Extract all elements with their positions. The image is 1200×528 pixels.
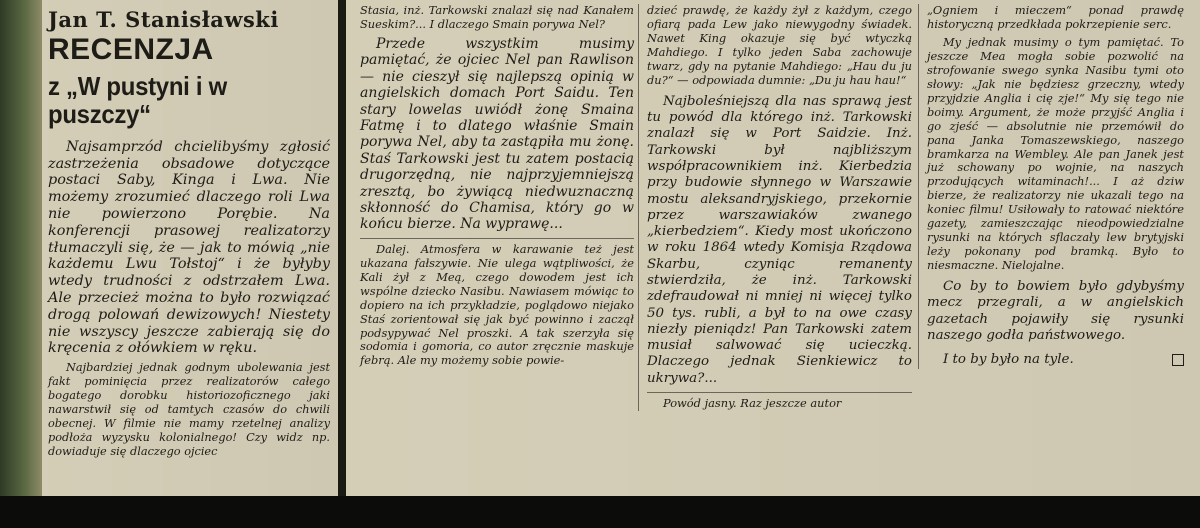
col1-lead-text: Przede wszystkim musimy pamiętać, że ojciec Nel pan Rawlison — nie cieszył się najlepszą opinią w angielskich domach Port Saidu. Ten stary lowelas uwiódł żonę Smaina Fatmę i to dlatego właśnie Smain porywa Nel, aby ta zastąpiła mu żonę. Staś Tarkowski jest tu zatem postacią drugorzędną, nie najprzyjemniejszą zresztą, bo żywiącą niedwuznaczną skłonność do Chamisa, który go w końcu bierze. Na wyprawę... [360, 35, 634, 233]
end-mark-square-icon [1172, 354, 1184, 366]
col1-top-text: Stasia, inż. Tarkowski znalazł się nad Kanałem Sueskim?... I dlaczego Smain porywa Nel? [360, 3, 634, 31]
author-name: Jan T. Stanisławski [48, 7, 279, 32]
lead-paragraph: Najsamprzód chcielibyśmy zgłosić zastrzeżenia obsadowe dotyczące postaci Saby, Kinga i Lwa. Nie możemy zrozumieć dlaczego roli Lwa nie powierzono Porębie. Na konferencji prasowej realizatorzy tłumaczyli się, że — jak to mówią „nie każdemu Lwu Tołstoj“ i że byłyby wtedy trudności z odstrzałem Lwa. Ale przecież można to było rozwiązać drogą polowań dewizowych! Niestety nie wszyscy jeszcze zabierają się do kręcenia z ołówkiem w ręku. [48, 138, 330, 357]
col1-small-text: Dalej. Atmosfera w karawanie też jest ukazana fałszywie. Nie ulega wątpliwości, że Kali żył z Meą, czego dowodem jest ich wspólne dziecko Nasibu. Nawiasem mówiąc to dopiero na ich przykładzie, poglądowo niejako Staś zorientował się jak być powinno i zaczął podsypywać Nel proszki. A tak szerzyła się sodomia i gomoria, co autor zręcznie maskuje febrą. Ale my możemy sobie powie- [360, 241, 634, 368]
col1-divider [360, 238, 634, 239]
col3-small-text: My jednak musimy o tym pamiętać. To jeszcze Mea mogła sobie pozwolić na strofowanie swego synka Nasibu tymi oto słowy: „Jak nie będziesz grzeczny, wtedy przyjdzie Anglia i cię zje!“ My się tego nie boimy. Argument, że może przyjść Anglia i go zjeść — absolutnie nie przemówił do pana Janka Tomaszewskiego, naszego bramkarza na Wembley. Ale pan Janek jest już schowany po wojnie, na naszych przodujących witaminach!... I aż dziw bierze, że realizatorzy nie ukazali tego na koniec filmu! Usiłowały to ratować niektóre gazety, zamieszczając nieodpowiedzialne rysunki na których sflaczały lew brytyjski leży pokonany pod bramką. Było to niesmaczne. Nielojalne. [927, 34, 1184, 273]
bottom-dark-strip [0, 496, 1200, 528]
article-subhead: z „W pustyni i w puszczy“ [48, 70, 227, 130]
col2-small-text: Powód jasny. Raz jeszcze autor [663, 396, 842, 411]
article-headline: RECENZJA [48, 33, 214, 67]
column-3 [918, 4, 1184, 369]
column-1 [360, 4, 634, 368]
col3-top-text: „Ogniem i mieczem“ ponad prawdę historyczną przedkłada pokrzepienie serc. [927, 3, 1184, 31]
left-page [0, 0, 338, 496]
col2-divider [647, 392, 912, 393]
col3-end-text: I to by było na tyle. [943, 352, 1074, 368]
col2-top-text: dzieć prawdę, że każdy żył z każdym, czego ofiarą pada Lew jako niewygodny świadek. Nawet King okazuje się być wtyczką Mahdiego. I tylko jeden Saba zachowuje twarz, gdy na pytanie Mahdiego: „Hau du ju du?“ — odpowiada dumnie: „Du ju hau hau!“ [647, 3, 912, 87]
col3-lead-text: Co by to bowiem było gdybyśmy mecz przegrali, a w angielskich gazetach pojawiły się rysunki naszego godła państwowego. [927, 279, 1184, 343]
binding-edge [0, 0, 42, 496]
column-2 [638, 4, 912, 411]
left-small-paragraph: Najbardziej jednak godnym ubolewania jest fakt pominięcia przez realizatorów całego bogatego dorobku historiozoficznego jaki nawarstwił się od tamtych czasów do chwili obecnej. W filmie nie mamy rzetelnej analizy podłoża wyzysku kolonialnego! Czy widz np. dowiaduje się dlaczego ojciec [48, 361, 330, 458]
right-page [346, 0, 1200, 496]
col2-lead-text: Najboleśniejszą dla nas sprawą jest tu powód dla którego inż. Tarkowski znalazł się w Port Saidzie. Inż. Tarkowski był najbliższym współpracownikiem inż. Kierbedzia przy budowie słynnego w Warszawie mostu aleksandryjskiego, przekornie przez warszawiaków zwanego „kierbedziem“. Kiedy most ukończono w roku 1864 wtedy Komisja Rządowa Skarbu, czyniąc remanenty stwierdziła, że inż. Tarkowski zdefraudował ni mniej ni więcej tylko 50 tys. rubli, a był to na owe czasy niezły pieniądz! Pan Tarkowski zatem musiał salwować się ucieczką. Dlaczego jednak Sienkiewicz to ukrywa?... [647, 93, 912, 386]
col3-ending [927, 352, 1184, 368]
